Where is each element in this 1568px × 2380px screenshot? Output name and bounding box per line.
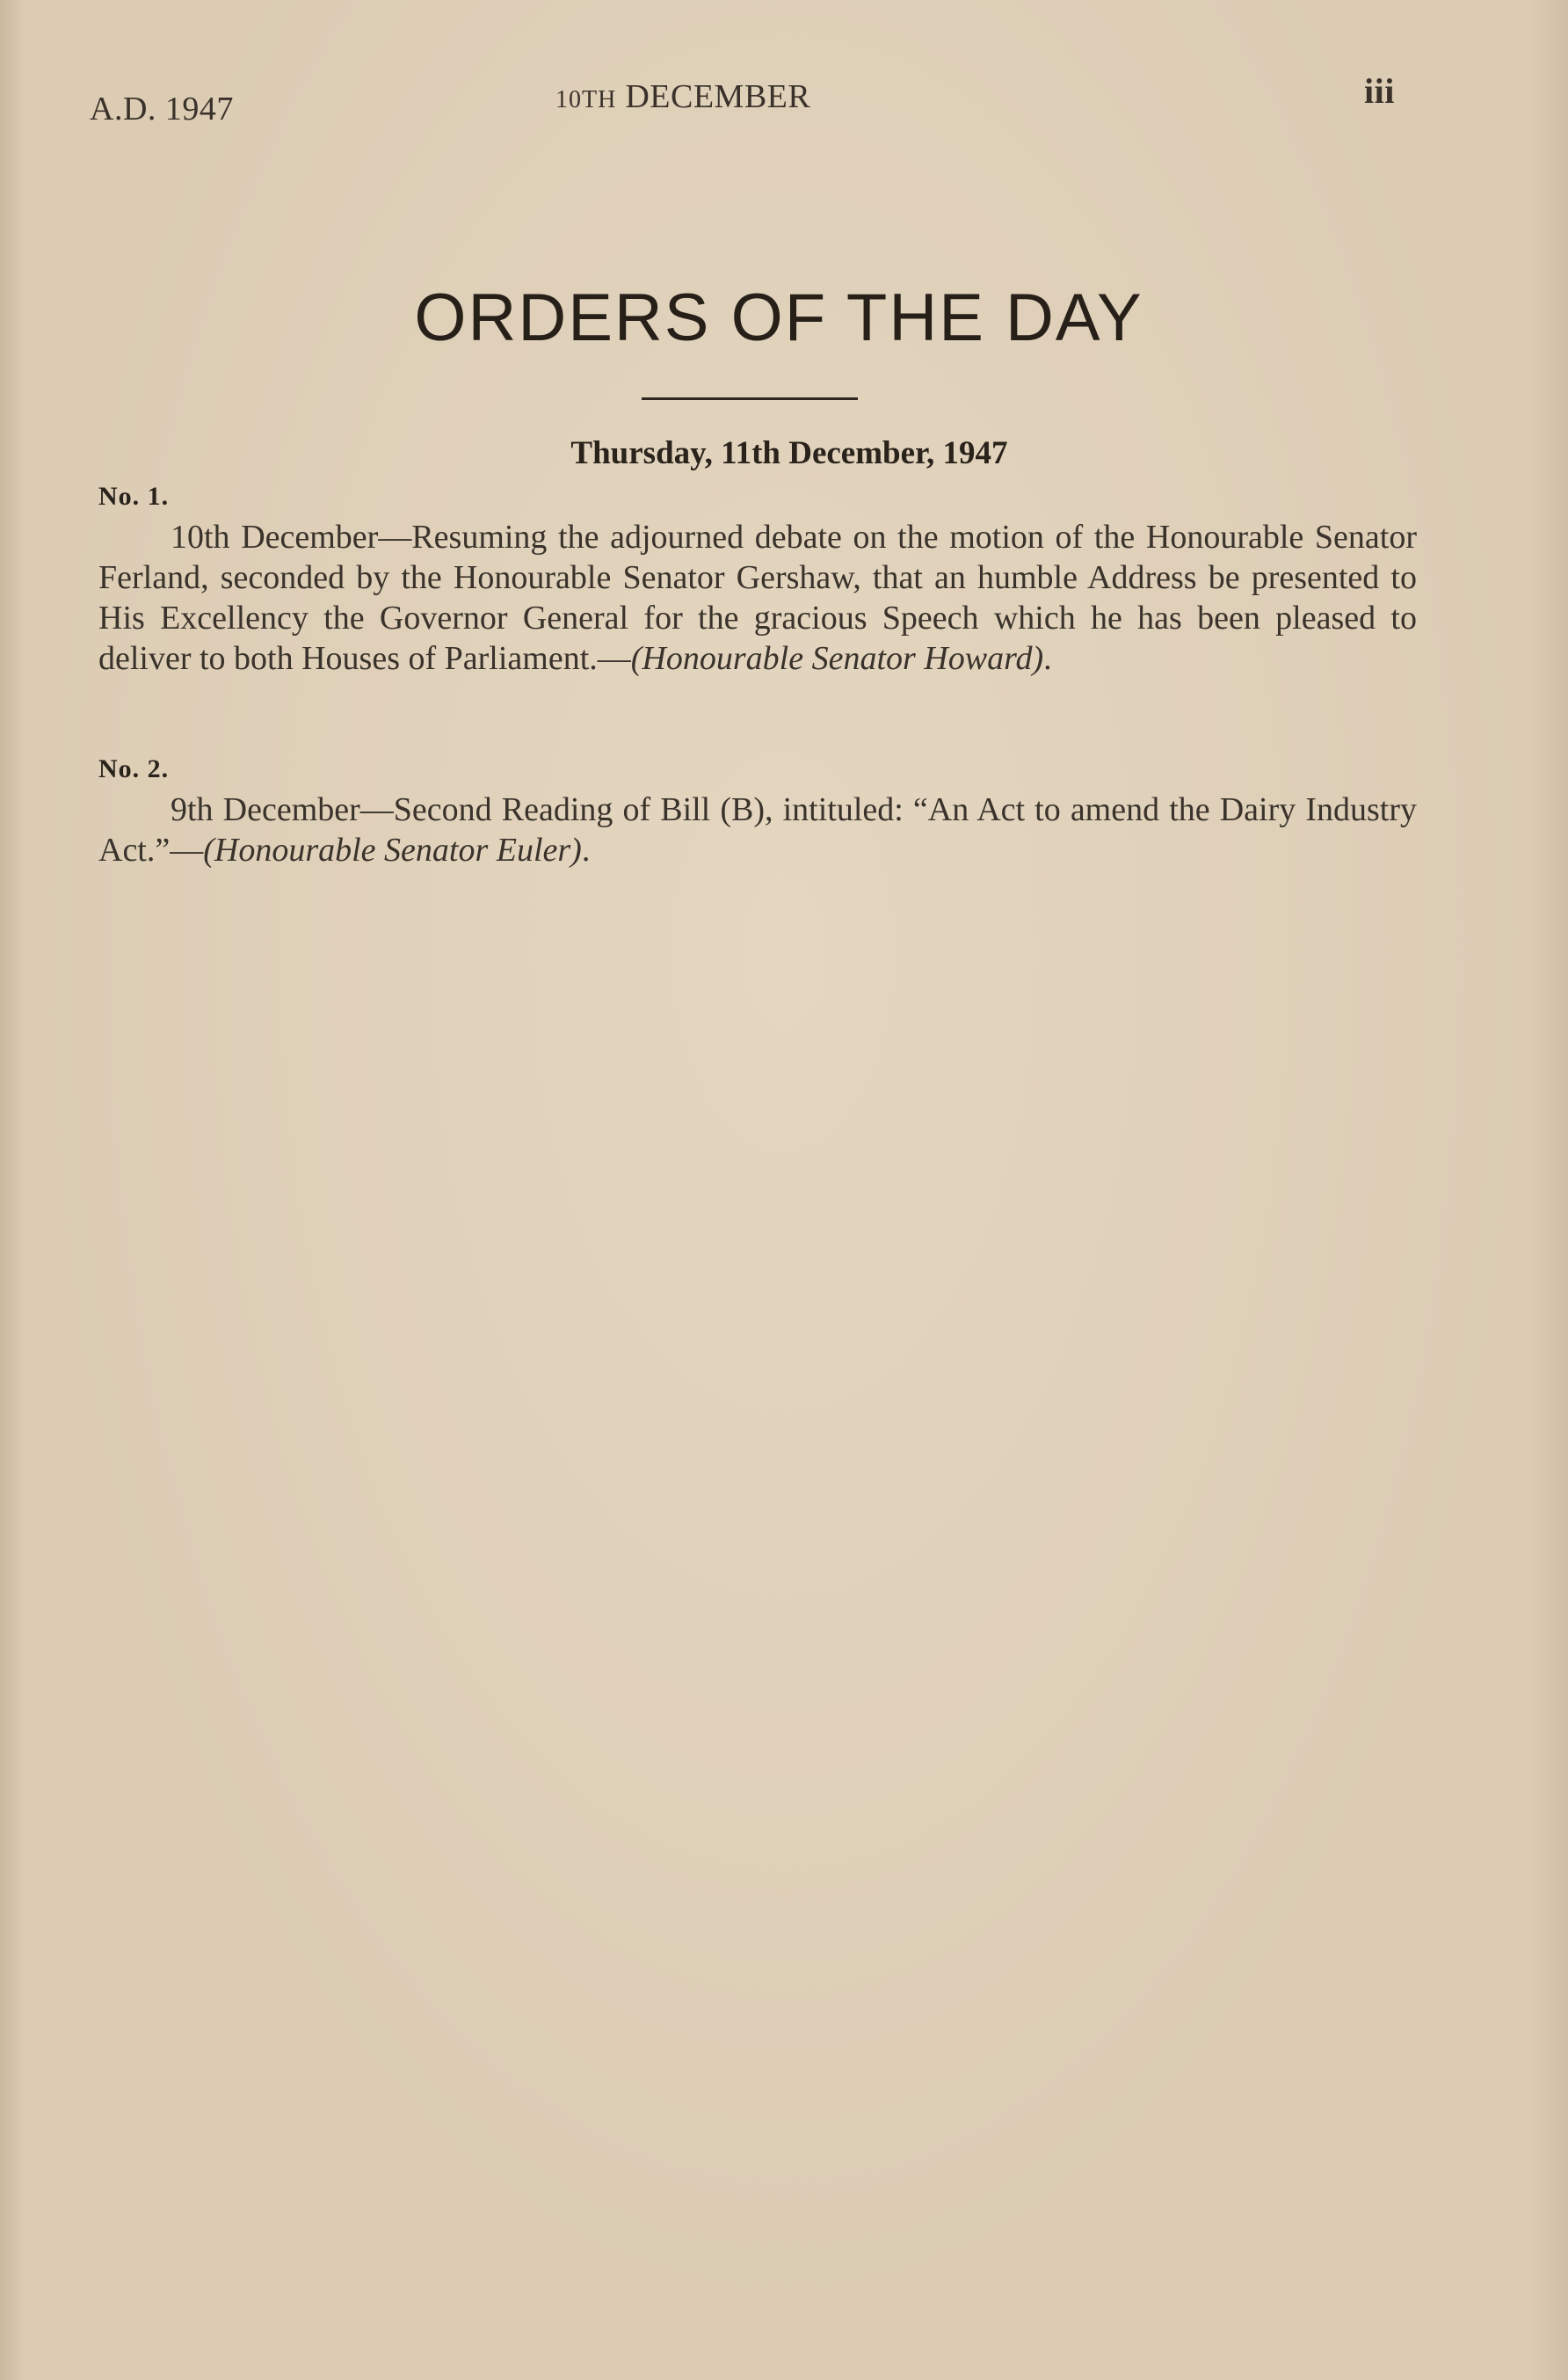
page-number: iii	[1364, 71, 1395, 111]
running-head-year: A.D. 1947	[90, 91, 234, 127]
date-heading	[0, 434, 1568, 472]
order-text	[98, 517, 1417, 679]
order-item	[98, 482, 1417, 679]
order-number: No. 2.	[98, 754, 170, 783]
order-attribution: (Honourable Senator Euler)	[203, 832, 582, 869]
order-attribution: (Honourable Senator Howard)	[630, 640, 1044, 677]
order-end: .	[1043, 640, 1052, 677]
title-rule	[642, 397, 858, 400]
running-head-month: DECEMBER	[625, 78, 811, 115]
order-number: No. 1.	[98, 482, 170, 511]
order-end: .	[581, 832, 591, 869]
running-head	[0, 71, 1568, 130]
date-heading-text: Thursday, 11th December, 1947	[570, 435, 1008, 471]
running-head-date	[555, 77, 810, 116]
order-text	[98, 790, 1417, 870]
running-head-day: 10TH	[555, 86, 617, 113]
order-item	[98, 754, 1417, 870]
page-title-text: ORDERS OF THE DAY	[414, 280, 1143, 355]
page-title	[0, 280, 1568, 356]
order-body: 10th December—Resuming the adjourned debate on the motion of the Honourable Senator Ferland, seconded by the Honourable Senator Gershaw, that an humble Address be presented to His Excellency the Governor General for the gracious Speech which he has been pleased to deliver to both Houses of Parliament.—	[98, 519, 1417, 677]
order-body: 9th December—Second Reading of Bill (B), intituled: “An Act to amend the Dairy Industry Act.”—	[98, 791, 1417, 869]
